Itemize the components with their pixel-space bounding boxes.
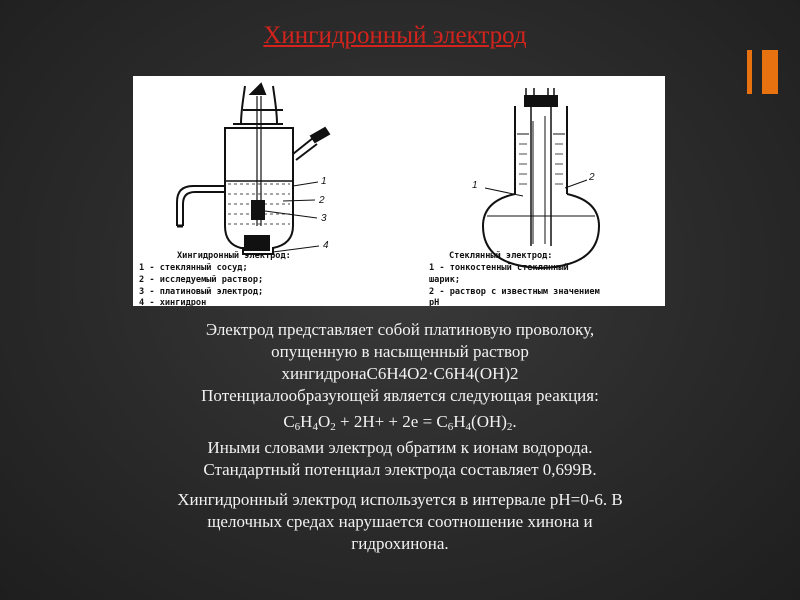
text-line: Стандартный потенциал электрода составляет 0,699В.	[203, 460, 597, 479]
left-caption-line-4: 3 - платиновый электрод;	[139, 287, 264, 297]
eq-part: .	[512, 412, 517, 431]
eq-sub: 6	[447, 421, 454, 433]
eq-part: C	[283, 412, 295, 431]
label-number-4: 4	[323, 240, 329, 251]
text-line: щелочных средах нарушается соотношение хинона и	[207, 512, 593, 531]
eq-sub: 2	[330, 421, 336, 433]
electrode-figure	[133, 76, 665, 306]
label-number-1: 1	[321, 176, 327, 187]
left-caption-line-5: 4 - хингидрон	[139, 298, 207, 306]
eq-part: (OH)	[471, 412, 507, 431]
eq-part: + 2H+ + 2e = C	[335, 412, 448, 431]
label-number-2: 2	[319, 195, 325, 206]
eq-part: H	[453, 412, 466, 431]
text-line: Иными словами электрод обратим к ионам водорода.	[207, 438, 593, 457]
right-caption-line-1: Стеклянный электрод:	[449, 251, 553, 261]
left-caption-line-1: Хингидронный электрод:	[177, 251, 291, 261]
label-number-3: 3	[321, 213, 327, 224]
eq-part: O	[317, 412, 331, 431]
text-line: опущенную в насыщенный раствор	[271, 342, 529, 361]
right-caption-line-2: 1 - тонкостенный стеклянный	[429, 263, 569, 273]
text-line: Потенциалообразующей является следующая реакция:	[201, 386, 599, 405]
text-line: Электрод представляет собой платиновую проволоку,	[205, 320, 595, 339]
eq-sub: 4	[465, 421, 472, 433]
electrode-diagram	[133, 76, 665, 306]
accent-bar	[762, 50, 778, 94]
right-caption-line-5: pH	[429, 298, 440, 306]
glass-electrode-drawing	[483, 88, 599, 268]
slide-title: Хингидронный электрод	[263, 22, 527, 49]
left-caption-line-3: 2 - исследуемый раствор;	[139, 275, 264, 285]
reaction-equation	[90, 411, 710, 433]
label-number-1: 1	[472, 180, 478, 191]
accent-bar-thin	[747, 50, 752, 94]
right-caption-line-4: 2 - раствор с известным значением	[429, 287, 600, 297]
eq-sub: 4	[312, 421, 318, 433]
slide-body	[90, 319, 710, 555]
eq-sub: 2	[506, 421, 513, 433]
text-line: хингидронаС6Н4О2·С6Н4(ОН)2	[281, 364, 519, 383]
text-line: гидрохинона.	[351, 534, 449, 553]
left-caption-line-2: 1 - стеклянный сосуд;	[139, 263, 248, 273]
label-number-2: 2	[589, 172, 595, 183]
text-line: Хингидронный электрод используется в интервале pH=0-6. В	[177, 490, 623, 509]
eq-sub: 6	[294, 421, 301, 433]
eq-part: H	[300, 412, 313, 431]
quinhydrone-electrode-drawing	[177, 84, 329, 254]
right-caption-line-3: шарик;	[429, 275, 461, 285]
